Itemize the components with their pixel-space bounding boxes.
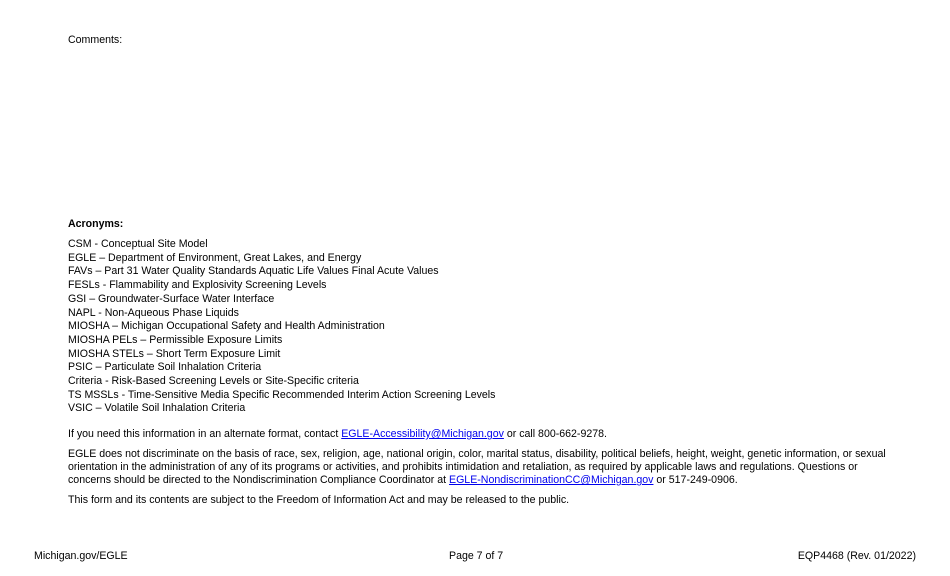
nondiscrimination-notice (68, 448, 898, 487)
acronym-item: CSM - Conceptual Site Model (68, 238, 208, 250)
footer-website: Michigan.gov/EGLE (34, 550, 128, 562)
alternate-format-prefix: If you need this information in an alternate format, contact (68, 428, 342, 440)
acronym-list (68, 238, 495, 416)
acronym-item: VSIC – Volatile Soil Inhalation Criteria (68, 402, 246, 415)
acronym-item: FESLs - Flammability and Explosivity Screening Levels (68, 279, 327, 292)
acronyms-heading: Acronyms: (68, 218, 124, 230)
footer-page-number: Page 7 of 7 (449, 550, 504, 562)
nondiscrimination-email-link[interactable]: EGLE-NondiscriminationCC@Michigan.gov (449, 474, 654, 486)
comments-label: Comments: (68, 34, 123, 46)
accessibility-email-link[interactable]: EGLE-Accessibility@Michigan.gov (341, 428, 504, 440)
acronym-item: FAVs – Part 31 Water Quality Standards Aquatic Life Values Final Acute Values (68, 265, 439, 278)
acronym-item: MIOSHA STELs – Short Term Exposure Limit (68, 347, 281, 360)
acronym-item: NAPL - Non-Aqueous Phase Liquids (68, 306, 239, 319)
foia-notice: This form and its contents are subject to the Freedom of Information Act and may be released to the public. (68, 494, 570, 506)
acronym-item: Criteria - Risk-Based Screening Levels or Site-Specific criteria (68, 375, 359, 388)
acronym-item: EGLE – Department of Environment, Great Lakes, and Energy (68, 251, 362, 264)
alternate-format-suffix: or call 800-662-9278. (503, 428, 607, 440)
nondiscrimination-suffix: or 517-249-0906. (653, 474, 738, 486)
nondiscrimination-text: EGLE does not discriminate on the basis of race, sex, religion, age, national origin, color, marital status, disability, political beliefs, height, weight, genetic information, or sexual orientation in the administration of any of its programs or activities, and prohibits intimidation and retaliation, as required by applicable laws and regulations. Questions or concerns should be directed to the Nondiscrimination Compliance Coordinator at (68, 448, 886, 486)
acronym-item: PSIC – Particulate Soil Inhalation Criteria (68, 361, 262, 374)
acronym-item: TS MSSLs - Time-Sensitive Media Specific Recommended Interim Action Screening Levels (68, 388, 496, 401)
acronym-item: GSI – Groundwater-Surface Water Interface (68, 292, 275, 305)
footer-form-id: EQP4468 (Rev. 01/2022) (797, 550, 916, 562)
acronym-item: MIOSHA PELs – Permissible Exposure Limits (68, 333, 283, 346)
acronym-item: MIOSHA – Michigan Occupational Safety and Health Administration (68, 320, 385, 333)
alternate-format-notice (68, 428, 898, 441)
